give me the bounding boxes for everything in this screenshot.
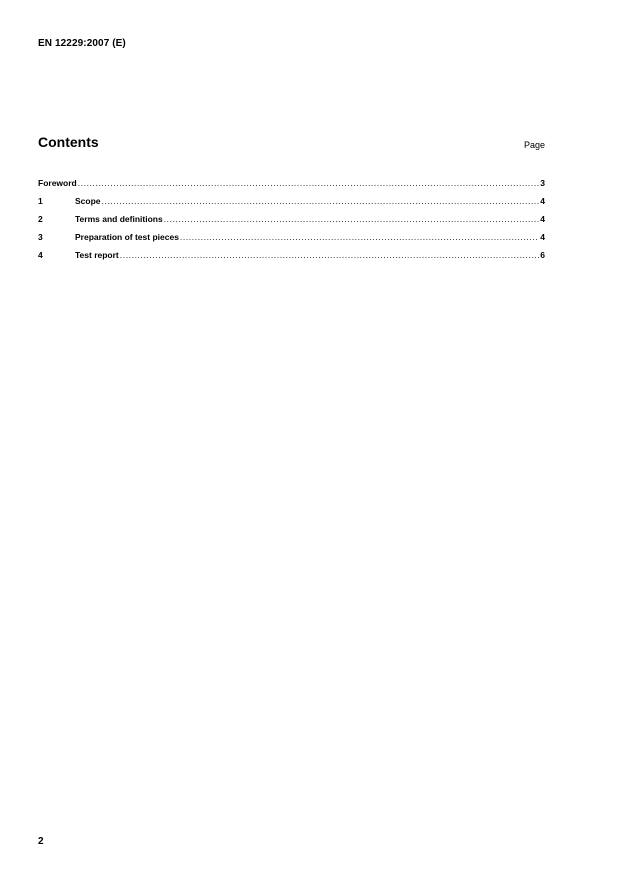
toc-dot-leader bbox=[78, 174, 540, 192]
toc-entry-page: 6 bbox=[540, 250, 545, 260]
toc-entry-foreword[interactable] bbox=[38, 174, 545, 192]
toc-entry-number: 3 bbox=[38, 232, 43, 242]
toc-entry-preparation-of-test-pieces[interactable] bbox=[38, 228, 545, 246]
toc-entry-title: Foreword bbox=[38, 178, 77, 188]
toc-dot-leader bbox=[120, 246, 539, 264]
toc-entry-page: 4 bbox=[540, 232, 545, 242]
toc-dot-leader bbox=[102, 192, 540, 210]
document-identifier: EN 12229:2007 (E) bbox=[38, 38, 126, 49]
table-of-contents bbox=[38, 174, 545, 264]
toc-entry-title: Test report bbox=[75, 250, 119, 260]
toc-entry-number: 4 bbox=[38, 250, 43, 260]
toc-entry-page: 4 bbox=[540, 196, 545, 206]
contents-heading: Contents bbox=[38, 134, 99, 150]
toc-dot-leader bbox=[180, 228, 539, 246]
toc-entry-terms-and-definitions[interactable] bbox=[38, 210, 545, 228]
toc-entry-number: 1 bbox=[38, 196, 43, 206]
page-number: 2 bbox=[38, 836, 44, 847]
page-column-label: Page bbox=[523, 140, 545, 150]
toc-entry-number: 2 bbox=[38, 214, 43, 224]
toc-entry-page: 3 bbox=[540, 178, 545, 188]
toc-entry-title: Terms and definitions bbox=[75, 214, 163, 224]
toc-entry-title: Preparation of test pieces bbox=[75, 232, 179, 242]
toc-entry-scope[interactable] bbox=[38, 192, 545, 210]
toc-dot-leader bbox=[164, 210, 540, 228]
toc-entry-page: 4 bbox=[540, 214, 545, 224]
toc-entry-title: Scope bbox=[75, 196, 101, 206]
toc-entry-test-report[interactable] bbox=[38, 246, 545, 264]
